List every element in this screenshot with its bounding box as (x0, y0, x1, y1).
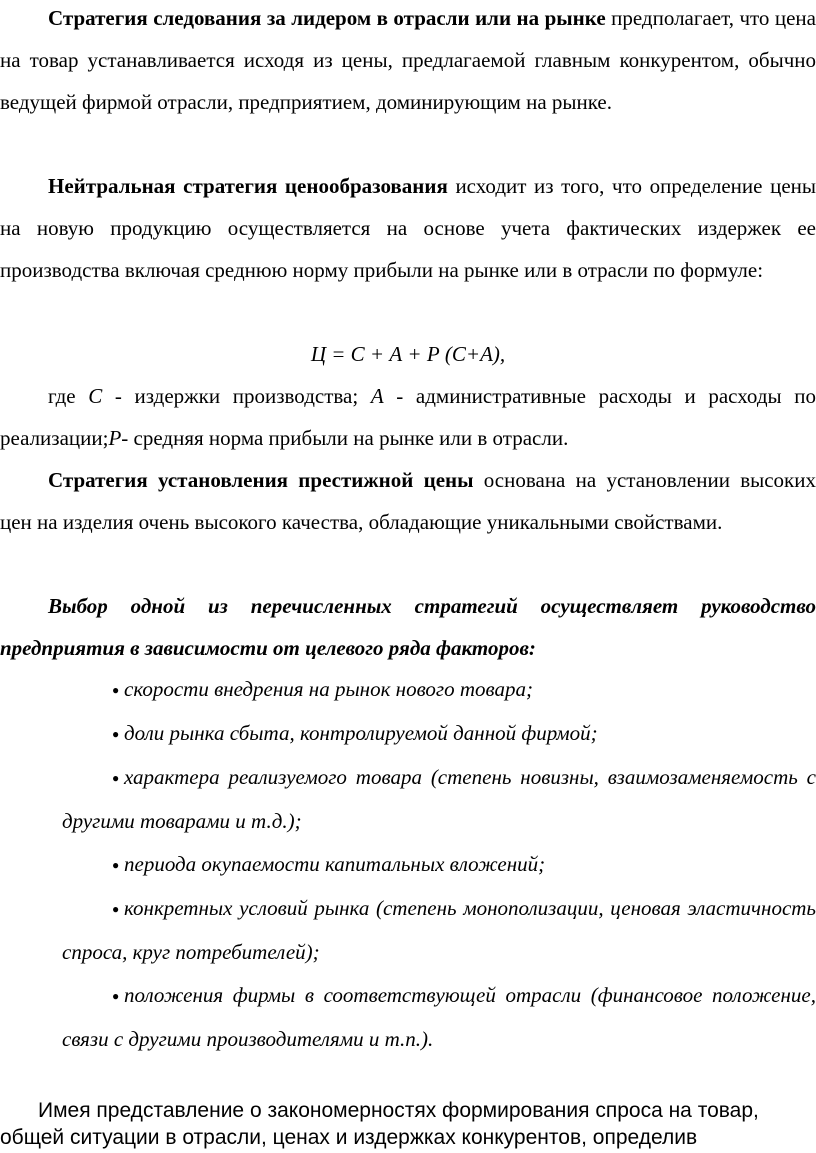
variable-p: Р (108, 426, 122, 450)
bullet-icon: ● (112, 727, 120, 741)
paragraph-formula-legend: где С - издержки производства; А - административные расходы и расходы по реализации;Р- средняя норма прибыли на рынке или в отрасли. (0, 384, 816, 450)
list-item: ● скорости внедрения на рынок нового товара; (0, 668, 816, 712)
paragraph-text: исходит из того, что определение цены на новую продукцию осуществляется на основе учета фактических издержек ее производства включая среднюю норму прибыли на рынке или в отрасли по формуле: (0, 174, 816, 282)
list-item: ● доли рынка сбыта, контролируемой данной фирмой; (0, 712, 816, 756)
variable-a: А (370, 384, 384, 408)
bullet-icon: ● (112, 989, 120, 1003)
term-follow-leader: Стратегия следования за лидером в отрасли или на рынке (48, 6, 606, 30)
price-formula: Ц = С + А + Р (С+А), (310, 342, 506, 366)
paragraph-prestige-price (0, 459, 816, 543)
bullet-icon: ● (112, 771, 120, 785)
list-item: ● конкретных условий рынка (степень монополизации, ценовая эластичность спроса, круг потребителей); (0, 887, 816, 974)
paragraph-text: основана на установлении высоких цен на изделия очень высокого качества, обладающие уникальными свойствами. (0, 468, 816, 534)
variable-c: С (88, 384, 103, 408)
list-item: ● периода окупаемости капитальных вложений; (0, 843, 816, 887)
factors-list (0, 668, 816, 1061)
factors-heading: Выбор одной из перечисленных стратегий осуществляет руководство предприятия в зависимости от целевого ряда факторов: (0, 594, 816, 660)
term-neutral-strategy: Нейтральная стратегия ценообразования (48, 174, 448, 198)
list-item: ● положения фирмы в соответствующей отрасли (финансовое положение, связи с другими производителями и т.п.). (0, 974, 816, 1061)
paragraph-text: предполагает, что цена на товар устанавливается исходя из цены, предлагаемой главным конкурентом, обычно ведущей фирмой отрасли, предприятием, доминирующим на рынке. (0, 6, 816, 114)
closing-paragraph: Имея представление о закономерностях формирования спроса на товар, общей ситуации в отрасли, ценах и издержках конкурентов, определив (0, 1099, 759, 1149)
bullet-icon: ● (112, 902, 120, 916)
paragraph-neutral-strategy (0, 165, 816, 291)
bullet-icon: ● (112, 683, 120, 697)
paragraph-follow-leader-strategy (0, 0, 816, 123)
bullet-icon: ● (112, 858, 120, 872)
list-item: ● характера реализуемого товара (степень новизны, взаимозаменяемость с другими товарами и т.д.); (0, 756, 816, 843)
term-prestige-price: Стратегия установления престижной цены (48, 468, 474, 492)
